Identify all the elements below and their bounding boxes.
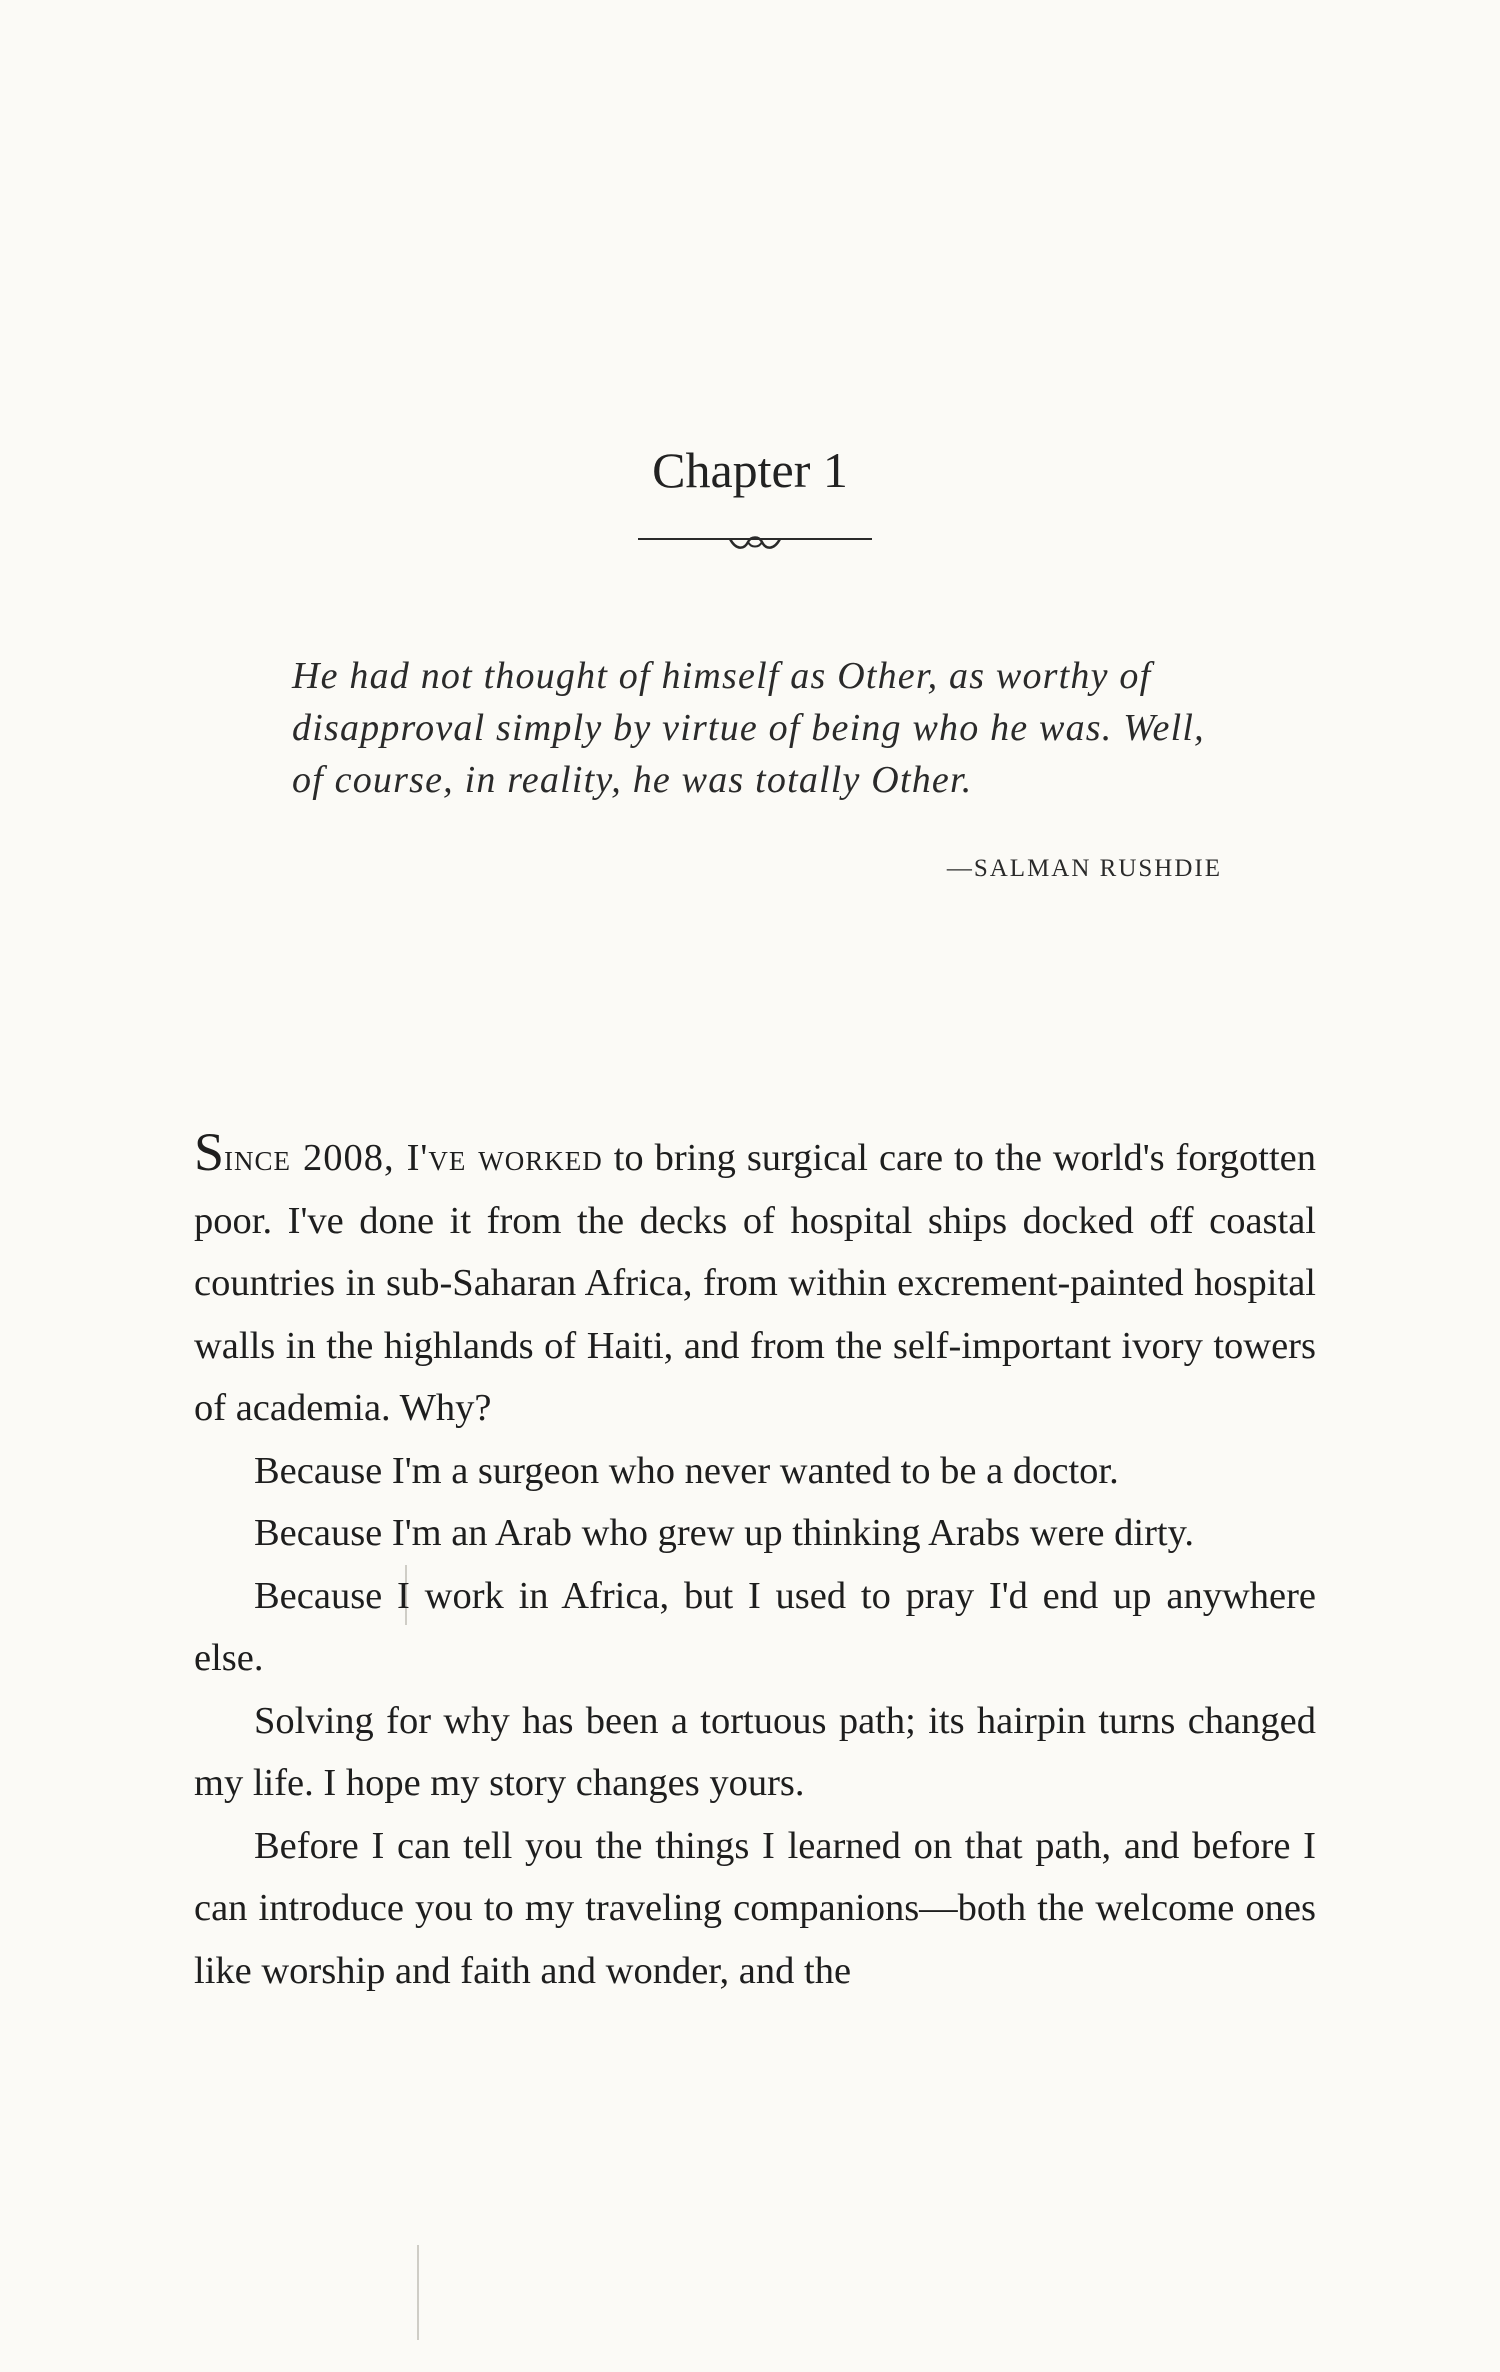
body-paragraph: Because I'm an Arab who grew up thinking Arabs were dirty. <box>254 1512 1194 1554</box>
epigraph-quote <box>292 650 1222 806</box>
body-paragraph: Before I can tell you the things I learned on that path, and before I can introduce you to my traveling companions—both the welcome ones like worship and faith and wonder, and the <box>194 1824 1316 1992</box>
body-paragraph: Solving for why has been a tortuous path; its hairpin turns changed my life. I hope my story changes yours. <box>194 1699 1316 1804</box>
opening-paragraph <box>194 1122 1316 1440</box>
body-paragraph: Because I'm a surgeon who never wanted to be a doctor. <box>254 1449 1119 1492</box>
scan-artifact-mark <box>417 2245 419 2340</box>
epigraph-text: He had not thought of himself as Other, as worthy of disapproval simply by virtue of being who he was. Well, of course, in reality, he was totally Other. <box>292 655 1205 801</box>
chapter-title: Chapter 1 <box>652 442 848 498</box>
flourish-divider-icon <box>638 530 872 556</box>
opening-initial: S <box>194 1122 225 1182</box>
body-paragraph: Because I work in Africa, but I used to pray I'd end up anywhere else. <box>194 1574 1316 1679</box>
chapter-body <box>194 1122 1316 2002</box>
opening-smallcaps: ince 2008, I've worked <box>224 1137 603 1179</box>
opening-text: to bring surgical care to the world's forgotten poor. I've done it from the decks of hospital ships docked off coastal countries in sub-Saharan Africa, from within excrement-painted hospital walls in the highlands of Haiti, and from the self-important ivory towers of academia. Why? <box>194 1137 1316 1429</box>
epigraph-attribution: —SALMAN RUSHDIE <box>946 855 1222 882</box>
